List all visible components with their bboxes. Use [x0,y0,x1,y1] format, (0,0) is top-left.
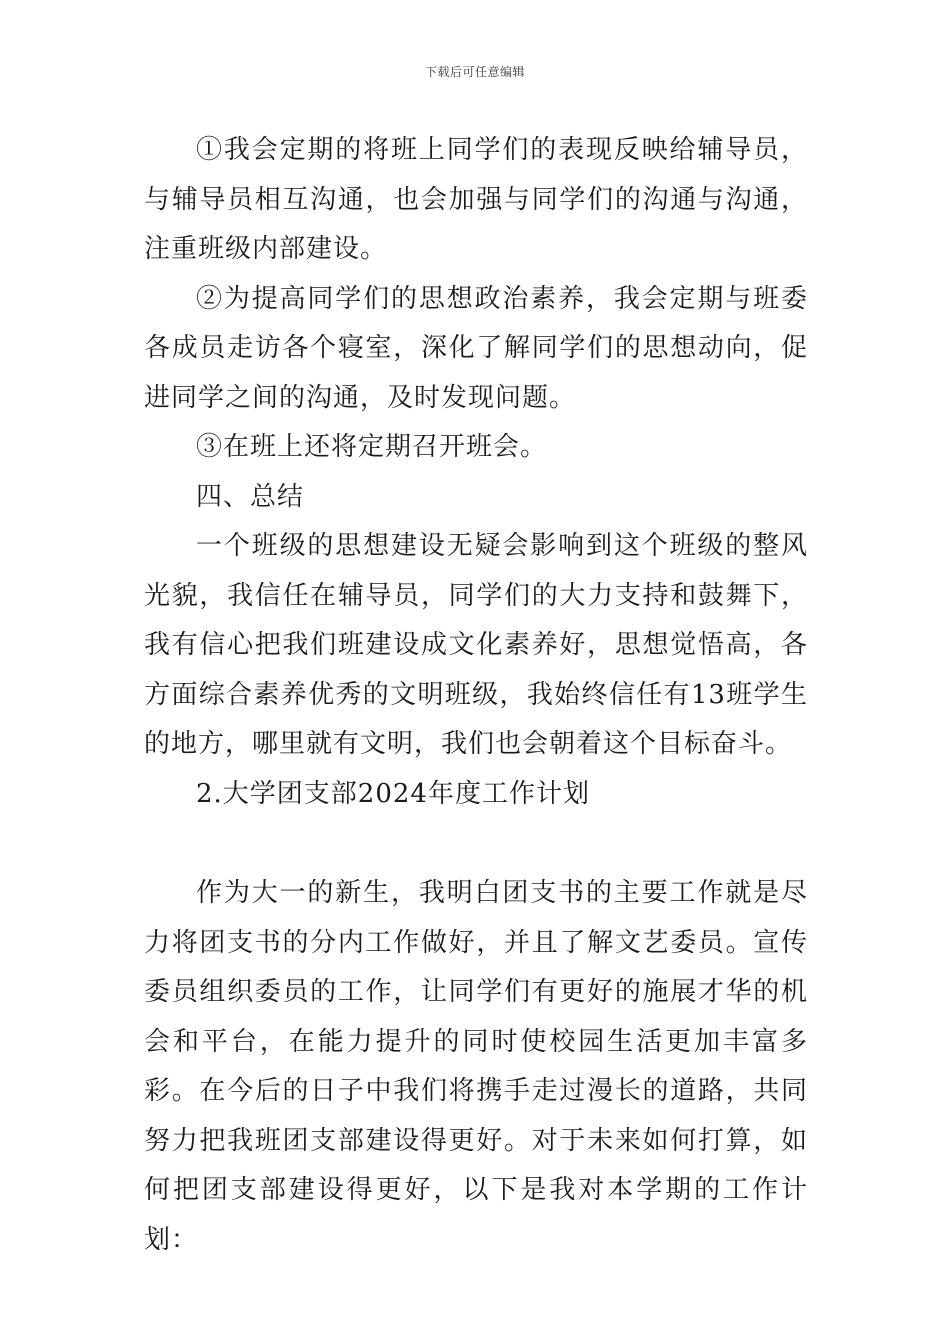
section-heading-summary: 四、总结 [196,481,305,512]
paragraph-item-1: ①我会定期的将班上同学们的表现反映给辅导员，与辅导员相互沟通，也会加强与同学们的沟通与沟通，注重班级内部建设。 [144,135,808,264]
work-plan-intro-paragraph: 作为大一的新生，我明白团支书的主要工作就是尽力将团支书的分内工作做好，并且了解文艺委员。宣传委员组织委员的工作，让同学们有更好的施展才华的机会和平台，在能力提升的同时使校园生活更加丰富多彩。在今后的日子中我们将携手走过漫长的道路，共同努力把我班团支部建设得更好。对于未来如何打算，如何把团支部建设得更好，以下是我对本学期的工作计划： [144,878,808,1255]
page-header: 下载后可任意编辑 [424,65,525,79]
document-body [144,126,808,1265]
paragraph-item-3: ③在班上还将定期召开班会。 [196,432,548,462]
blank-line [144,819,808,869]
paragraph-item-2: ②为提高同学们的思想政治素养，我会定期与班委各成员走访各个寝室，深化了解同学们的思想动向，促进同学之间的沟通，及时发现问题。 [144,283,808,413]
summary-paragraph: 一个班级的思想建设无疑会影响到这个班级的整风光貌，我信任在辅导员，同学们的大力支持和鼓舞下，我有信心把我们班建设成文化素养好，思想觉悟高，各方面综合素养优秀的文明班级，我始终信任有13班学生的地方，哪里就有文明，我们也会朝着这个目标奋斗。 [144,531,808,759]
section-title-work-plan: 2.大学团支部2024年度工作计划 [196,778,590,809]
